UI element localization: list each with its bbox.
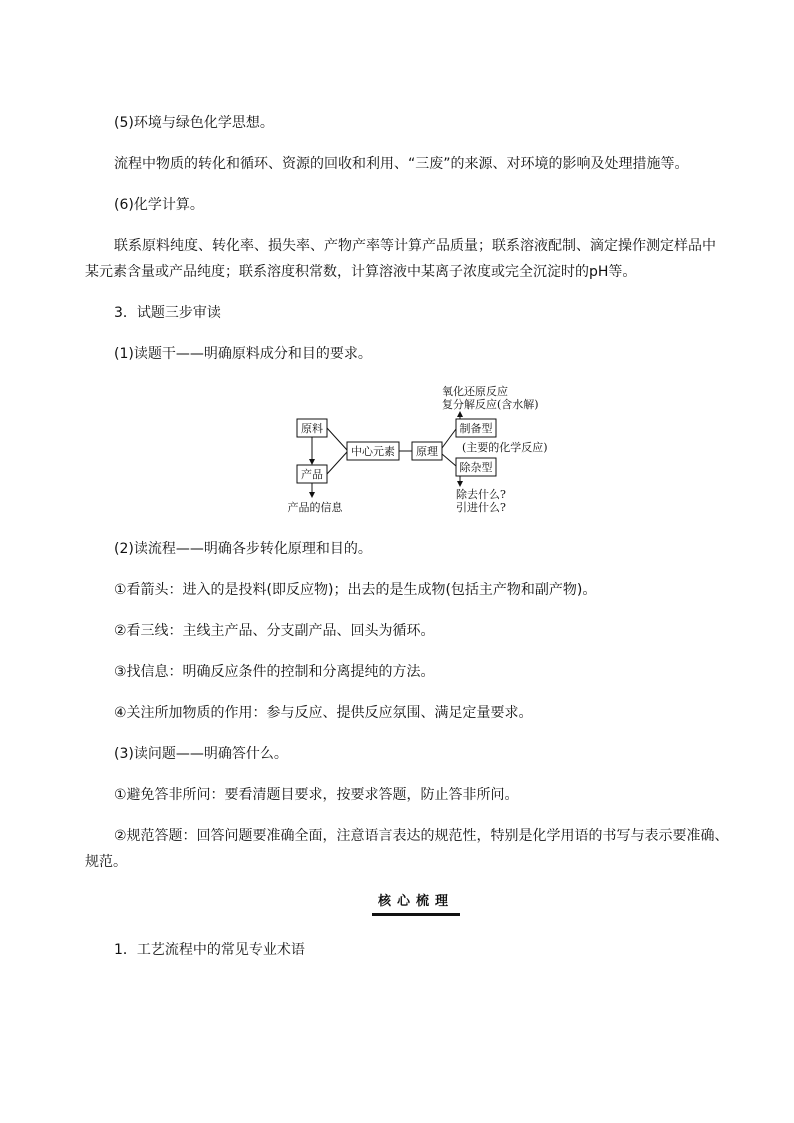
step3-title: 3．试题三步审读 [114,305,221,321]
env-title: (5)环境与绿色化学思想。 [114,115,274,131]
question-item-2-line-2: 规范。 [85,854,127,870]
central-element-label: 中心元素 [351,445,395,458]
flow-item-2: ②看三线：主线主产品、分支副产品、回头为循环。 [114,623,435,639]
flow-item-4: ④关注所加物质的作用：参与反应、提供反应氛围、满足定量要求。 [114,705,533,721]
core-heading-underline [372,913,460,916]
question-item-2-line-1: ②规范答题：回答问题要准确全面，注意语言表达的规范性，特别是化学用语的书写与表示要准确、 [114,828,729,844]
raw-material-label: 原料 [301,422,323,435]
prep-type-label: 制备型 [459,422,493,435]
double-decomposition-label: 复分解反应(含水解) [442,398,539,411]
main-reaction-label: (主要的化学反应) [462,441,548,454]
read-question-title: (3)读问题——明确答什么。 [114,746,288,762]
product-to-center-line [327,452,347,474]
redox-label: 氧化还原反应 [442,385,508,398]
raw-to-center-line [327,428,347,450]
question-item-1: ①避免答非所问：要看清题目要求，按要求答题，防止答非所问。 [114,787,519,803]
read-stem-title: (1)读题干——明确原料成分和目的要求。 [114,346,372,362]
calc-body-line-2: 某元素含量或产品纯度；联系溶度积常数，计算溶液中某离子浓度或完全沉淀时的pH等。 [85,264,637,280]
product-label: 产品 [301,468,323,481]
remove-what-label: 除去什么? [456,488,506,501]
introduce-what-label: 引进什么? [456,501,506,514]
calc-title: (6)化学计算。 [114,197,204,213]
calc-body-line-1: 联系原料纯度、转化率、损失率、产物产率等计算产品质量；联系溶液配制、滴定操作测定样品中 [114,238,716,254]
read-flow-title: (2)读流程——明确各步转化原理和目的。 [114,541,372,557]
product-info-label: 产品的信息 [287,501,343,514]
core-summary-heading: 核心梳理 [377,894,454,909]
flow-item-3: ③找信息：明确反应条件的控制和分离提纯的方法。 [114,664,435,680]
terms-section-title: 1．工艺流程中的常见专业术语 [114,942,305,958]
purify-type-label: 除杂型 [459,461,493,474]
principle-label: 原理 [416,445,438,458]
env-body: 流程中物质的转化和循环、资源的回收和利用、“三废”的来源、对环境的影响及处理措施等。 [114,156,689,172]
flow-item-1: ①看箭头：进入的是投料(即反应物)；出去的是生成物(包括主产物和副产物)。 [114,582,597,598]
principle-to-prep-line [442,429,456,448]
principle-to-purify-line [442,454,456,466]
